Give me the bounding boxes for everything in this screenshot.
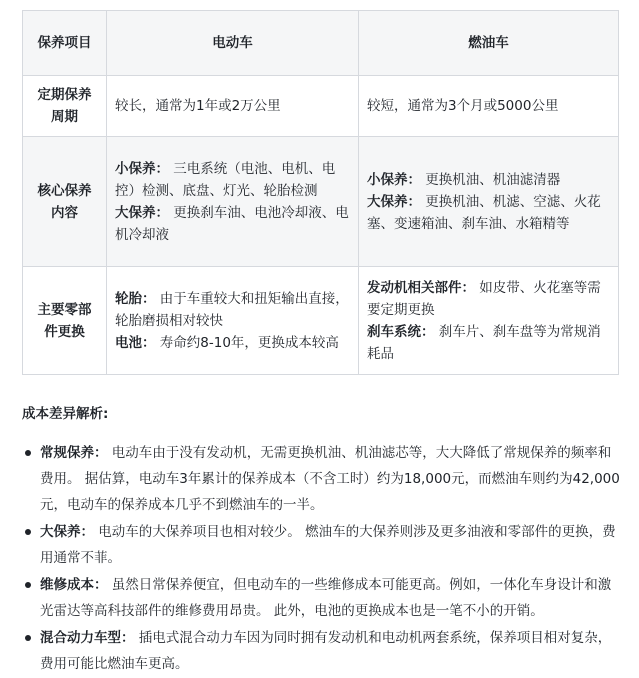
bullet-icon bbox=[25, 529, 31, 535]
term: 发动机相关部件： bbox=[367, 279, 475, 296]
analysis-list bbox=[22, 440, 622, 678]
term: 刹车系统： bbox=[367, 323, 435, 340]
list-item bbox=[22, 572, 622, 624]
ev-minor-maintenance bbox=[115, 158, 350, 202]
list-item bbox=[22, 519, 622, 571]
list-item bbox=[22, 625, 622, 677]
gas-cell bbox=[359, 137, 619, 267]
term: 电池： bbox=[115, 334, 156, 351]
ev-battery bbox=[115, 332, 350, 354]
table-row bbox=[23, 267, 619, 375]
gas-cell: 较短，通常为3个月或5000公里 bbox=[359, 76, 619, 137]
bullet-icon bbox=[25, 635, 31, 641]
desc: 由于车重较大和扭矩输出直接，轮胎磨损相对较快 bbox=[115, 290, 349, 329]
term: 混合动力车型： bbox=[40, 630, 135, 646]
bullet-icon bbox=[25, 582, 31, 588]
header-ev: 电动车 bbox=[107, 11, 359, 76]
comparison-table bbox=[22, 10, 619, 375]
table-row bbox=[23, 137, 619, 267]
row-label: 定期保养周期 bbox=[23, 76, 107, 137]
term: 大保养： bbox=[115, 204, 169, 221]
desc: 三电系统（电池、电机、电控）检测、底盘、灯光、轮胎检测 bbox=[115, 160, 336, 199]
desc: 寿命约8-10年，更换成本较高 bbox=[159, 334, 339, 351]
desc: 电动车的大保养项目也相对较少。 燃油车的大保养则涉及更多油液和零部件的更换，费用通常不菲。 bbox=[40, 524, 616, 566]
term: 小保养： bbox=[367, 171, 421, 188]
term: 维修成本： bbox=[40, 577, 108, 593]
header-item: 保养项目 bbox=[23, 11, 107, 76]
desc: 插电式混合动力车因为同时拥有发动机和电动机两套系统，保养项目相对复杂，费用可能比燃油车更高。 bbox=[40, 630, 612, 672]
term: 小保养： bbox=[115, 160, 169, 177]
gas-brake-system bbox=[367, 321, 610, 365]
header-gas: 燃油车 bbox=[359, 11, 619, 76]
desc: 更换机油、机滤、空滤、火花塞、变速箱油、刹车油、水箱精等 bbox=[367, 193, 601, 232]
desc: 虽然日常保养便宜，但电动车的一些维修成本可能更高。例如，一体化车身设计和激光雷达等高科技部件的维修费用昂贵。 此外，电池的更换成本也是一笔不小的开销。 bbox=[40, 577, 612, 619]
desc: 电动车由于没有发动机，无需更换机油、机油滤芯等，大大降低了常规保养的频率和费用。 据估算，电动车3年累计的保养成本（不含工时）约为18,000元，而燃油车则约为42,000元，电动车的保养成本几乎不到燃油车的一半。 bbox=[40, 445, 620, 513]
ev-cell bbox=[107, 267, 359, 375]
bullet-icon bbox=[25, 450, 31, 456]
term: 大保养： bbox=[367, 193, 421, 210]
gas-major-maintenance bbox=[367, 191, 610, 235]
row-label: 主要零部件更换 bbox=[23, 267, 107, 375]
table-row bbox=[23, 76, 619, 137]
table-header-row bbox=[23, 11, 619, 76]
desc: 刹车片、刹车盘等为常规消耗品 bbox=[367, 323, 601, 362]
list-item bbox=[22, 440, 622, 518]
ev-cell: 较长，通常为1年或2万公里 bbox=[107, 76, 359, 137]
desc: 更换刹车油、电池冷却液、电机冷却液 bbox=[115, 204, 349, 243]
term: 大保养： bbox=[40, 524, 94, 540]
term: 轮胎： bbox=[115, 290, 156, 307]
analysis-title: 成本差异解析: bbox=[22, 406, 109, 422]
gas-minor-maintenance bbox=[367, 169, 610, 191]
ev-cell bbox=[107, 137, 359, 267]
desc: 更换机油、机油滤清器 bbox=[425, 171, 561, 188]
row-label: 核心保养内容 bbox=[23, 137, 107, 267]
term: 常规保养： bbox=[40, 445, 108, 461]
ev-major-maintenance bbox=[115, 202, 350, 246]
ev-tires bbox=[115, 288, 350, 332]
gas-engine-parts bbox=[367, 277, 610, 321]
gas-cell bbox=[359, 267, 619, 375]
desc: 如皮带、火花塞等需要定期更换 bbox=[367, 279, 601, 318]
